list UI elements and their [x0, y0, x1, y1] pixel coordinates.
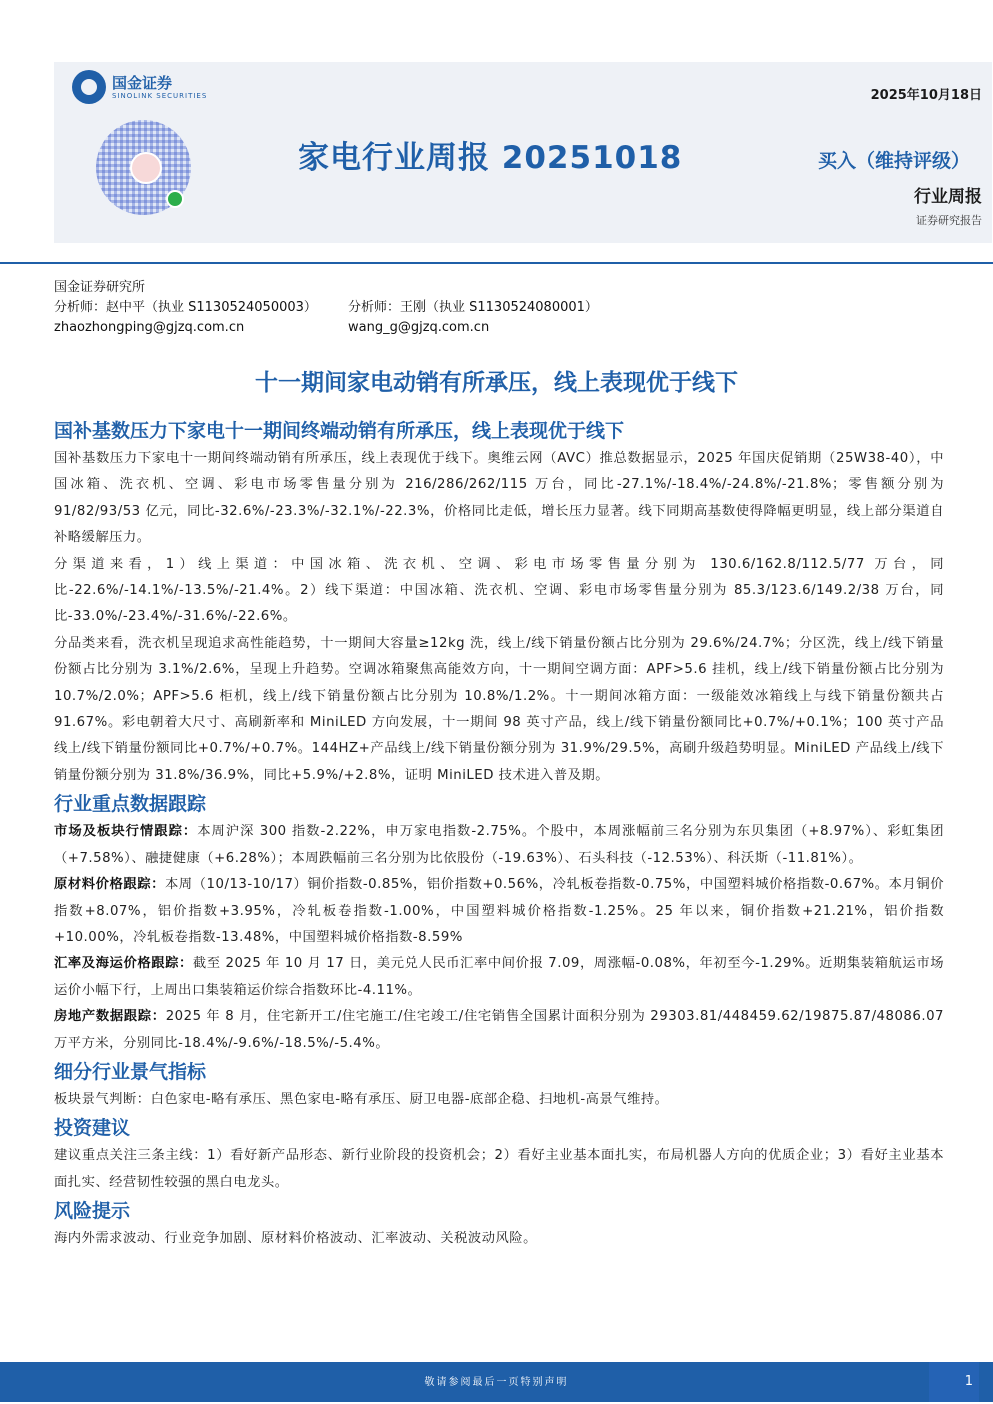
analyst-block	[54, 278, 598, 338]
label-market: 市场及板块行情跟踪：	[54, 824, 198, 840]
label-fx-shipping: 汇率及海运价格跟踪：	[54, 956, 193, 972]
section-title-data-tracking: 行业重点数据跟踪	[54, 793, 207, 816]
analyst-2: 分析师：王刚（执业 S1130524080001）	[348, 300, 598, 315]
paragraph-risk: 海内外需求波动、行业竞争加剧、原材料价格波动、汇率波动、关税波动风险。	[54, 1231, 537, 1247]
report-body	[54, 416, 944, 1253]
page-footer	[0, 1362, 993, 1402]
section-title-subsidy: 国补基数压力下家电十一期间终端动销有所承压，线上表现优于线下	[54, 420, 625, 442]
section-title-sentiment: 细分行业景气指标	[54, 1060, 207, 1083]
analyst-1-email[interactable]: zhaozhongping@gjzq.com.cn	[54, 320, 245, 335]
report-title: 家电行业周报 20251018	[298, 140, 683, 176]
label-materials: 原材料价格跟踪：	[54, 877, 165, 893]
qr-center-avatar	[130, 152, 162, 184]
text-fx-shipping: 截至 2025 年 10 月 17 日，美元兑人民币汇率中间价报 7.09，周涨幅-0.08%，年初至今-1.29%。近期集装箱航运市场运价小幅下行，上周出口集装箱运价综合指数环比-4.11%。	[54, 956, 945, 998]
rating-label: 买入（维持评级）	[817, 150, 970, 172]
section-title-investment: 投资建议	[54, 1117, 131, 1140]
paragraph-market	[54, 819, 944, 872]
paragraph-overview: 国补基数压力下家电十一期间终端动销有所承压，线上表现优于线下。奥维云网（AVC）推总数据显示，2025 年国庆促销期（25W38-40），中国冰箱、洗衣机、空调、彩电市场零售量分别为 216/286/262/115 万台，同比-27.1%/-18.4%/-24.8%/-21.8%；零售额分别为 91/82/93/53 亿元，同比-32.6%/-23.3%/-32.1%/-22.3%，价格同比走低，增长压力显著。线下同期高基数使得降幅更明显，线上部分渠道自补略缓解压力。	[54, 451, 944, 546]
logo-name-cn: 国金证券	[112, 73, 173, 92]
text-market: 本周沪深 300 指数-2.22%，申万家电指数-2.75%。个股中，本周涨幅前三名分别为东贝集团（+8.97%）、彩虹集团（+7.58%）、融捷健康（+6.28%）；本周跌幅前三名分别为比依股份（-19.63%）、石头科技（-12.53%）、科沃斯（-11.81%）。	[54, 824, 944, 866]
paragraph-categories: 分品类来看，洗衣机呈现追求高性能趋势，十一期间大容量≥12kg 洗，线上/线下销量份额占比分别为 29.6%/24.7%；分区洗，线上/线下销量份额占比分别为 3.1%/2.6%，呈现上升趋势。空调冰箱聚焦高能效方向，十一期间空调方面：APF>5.6 挂机，线上/线下销量份额占比分别为 10.7%/2.0%；APF>5.6 柜机，线上/线下销量份额占比分别为 10.8%/1.2%。十一期间冰箱方面：一级能效冰箱线上与线下销量份额共占 91.67%。彩电朝着大尺寸、高刷新率和 MiniLED 方向发展，十一期间 98 英寸产品，线上/线下销量份额同比+0.7%/+0.1%；100 英寸产品线上/线下销量份额同比+0.7%/+0.7%。144HZ+产品线上/线下销量份额分别为 31.9%/29.5%，高刷升级趋势明显。MiniLED 产品线上/线下销量份额分别为 31.8%/36.9%，同比+5.9%/+2.8%，证明 MiniLED 技术进入普及期。	[54, 635, 944, 783]
page-number: 1	[964, 1374, 973, 1389]
paragraph-real-estate	[54, 1004, 944, 1057]
paragraph-fx-shipping	[54, 951, 944, 1004]
paragraph-sentiment: 板块景气判断：白色家电-略有承压、黑色家电-略有承压、厨卫电器-底部企稳、扫地机-高景气维持。	[54, 1091, 669, 1107]
footer-disclaimer: 敬请参阅最后一页特别声明	[424, 1377, 569, 1388]
report-type: 行业周报	[914, 187, 982, 207]
analyst-1: 分析师：赵中平（执业 S1130524050003）	[54, 300, 317, 315]
section-title-risk: 风险提示	[54, 1200, 131, 1223]
label-real-estate: 房地产数据跟踪：	[54, 1009, 166, 1025]
logo-name-en: SINOLINK SECURITIES	[112, 91, 208, 100]
text-real-estate: 2025 年 8 月，住宅新开工/住宅施工/住宅竣工/住宅销售全国累计面积分别为 29303.81/448459.62/19875.87/48086.07 万平方米，分别同比-18.4%/-9.6%/-18.5%/-5.4%。	[54, 1009, 944, 1051]
analyst-2-email[interactable]: wang_g@gjzq.com.cn	[348, 320, 490, 335]
logo-mark-icon	[72, 70, 106, 104]
paragraph-channels: 分渠道来看，1）线上渠道：中国冰箱、洗衣机、空调、彩电市场零售量分别为 130.6/162.8/112.5/77 万台，同比-22.6%/-14.1%/-13.5%/-21.4%。2）线下渠道：中国冰箱、洗衣机、空调、彩电市场零售量分别为 85.3/123.6/149.2/38 万台，同比-33.0%/-23.4%/-31.6%/-22.6%。	[54, 556, 944, 625]
report-subtype: 证券研究报告	[916, 214, 982, 227]
report-headline: 十一期间家电动销有所承压，线上表现优于线下	[255, 370, 738, 396]
institute-name: 国金证券研究所	[54, 280, 146, 295]
report-header	[54, 62, 992, 243]
header-divider	[0, 262, 993, 264]
text-materials: 本周（10/13-10/17）铜价指数-0.85%，铝价指数+0.56%，冷轧板卷指数-0.75%，中国塑料城价格指数-0.67%。本月铜价指数+8.07%，铝价指数+3.95%，冷轧板卷指数-1.00%，中国塑料城价格指数-1.25%。25 年以来，铜价指数+21.21%，铝价指数+10.00%，冷轧板卷指数-13.48%，中国塑料城价格指数-8.59%	[54, 877, 944, 945]
brand-logo	[72, 70, 207, 104]
qr-code-icon	[96, 120, 191, 215]
report-date: 2025年10月18日	[870, 88, 982, 103]
mini-program-badge-icon	[166, 190, 184, 208]
paragraph-materials	[54, 872, 944, 951]
paragraph-investment: 建议重点关注三条主线：1）看好新产品形态、新行业阶段的投资机会；2）看好主业基本面扎实，布局机器人方向的优质企业；3）看好主业基本面扎实、经营韧性较强的黑白电龙头。	[54, 1148, 944, 1190]
